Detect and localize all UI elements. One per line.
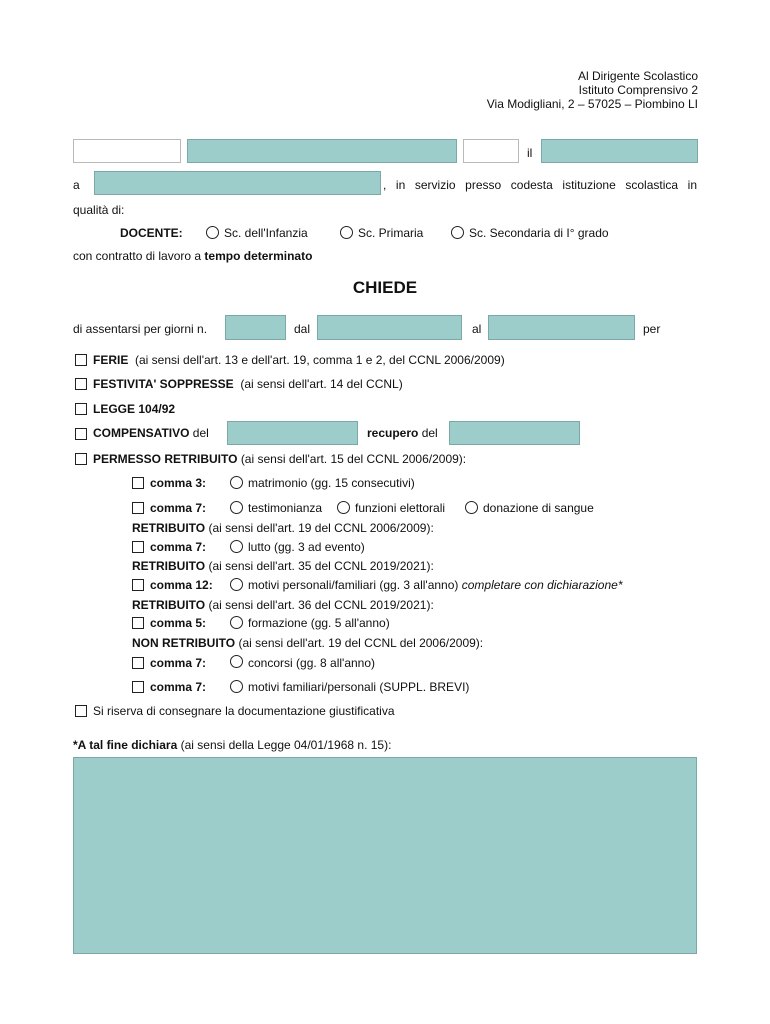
addressee-line: Al Dirigente Scolastico: [577, 69, 698, 83]
per-label: per: [643, 322, 661, 336]
primaria-label: Sc. Primaria: [358, 226, 424, 240]
non-retribuito-heading: NON RETRIBUITO (ai sensi dell'art. 19 del CCNL del 2006/2009):: [132, 636, 484, 650]
testimonianza-radio[interactable]: [230, 501, 243, 514]
comma7-label: comma 7:: [150, 656, 207, 670]
giorni-field[interactable]: [225, 315, 286, 340]
suppl-label: motivi familiari/personali (SUPPL. BREVI): [248, 680, 470, 694]
recupero-date-field[interactable]: [449, 421, 580, 445]
title-field[interactable]: [73, 139, 181, 163]
dal-field[interactable]: [317, 315, 462, 340]
donazione-radio[interactable]: [465, 501, 478, 514]
comma12-label: comma 12:: [150, 578, 213, 592]
comma5-checkbox[interactable]: [132, 617, 144, 629]
comma7-label: comma 7:: [150, 501, 207, 515]
matrimonio-radio[interactable]: [230, 476, 243, 489]
funzioni-radio[interactable]: [337, 501, 350, 514]
secondaria-label: Sc. Secondaria di I° grado: [469, 226, 609, 240]
legge104-label: LEGGE 104/92: [93, 402, 176, 416]
comma7-lutto-checkbox[interactable]: [132, 541, 144, 553]
contratto-text: con contratto di lavoro a tempo determinato: [73, 249, 313, 263]
dichiara-label: *A tal fine dichiara (ai sensi della Legge 04/01/1968 n. 15):: [73, 738, 392, 752]
comma3-checkbox[interactable]: [132, 477, 144, 489]
birthplace-field[interactable]: [94, 171, 381, 195]
comma7-testimonianza-checkbox[interactable]: [132, 502, 144, 514]
dal-label: dal: [294, 322, 311, 336]
name-field[interactable]: [187, 139, 457, 163]
servizio-text: , in servizio presso codesta istituzione scolastica in: [383, 178, 697, 192]
comma7-label: comma 7:: [150, 680, 207, 694]
motivi-radio[interactable]: [230, 578, 243, 591]
lutto-radio[interactable]: [230, 540, 243, 553]
retribuito-heading: RETRIBUITO (ai sensi dell'art. 35 del CCNL 2019/2021):: [132, 559, 434, 573]
funzioni-label: funzioni elettorali: [355, 501, 446, 515]
legge104-checkbox[interactable]: [75, 403, 87, 415]
dichiarazione-textarea[interactable]: [73, 757, 697, 954]
lutto-label: lutto (gg. 3 ad evento): [248, 540, 365, 554]
comma7-suppl-checkbox[interactable]: [132, 681, 144, 693]
compensativo-checkbox[interactable]: [75, 428, 87, 440]
compensativo-label: COMPENSATIVO del: [93, 426, 209, 440]
primaria-radio[interactable]: [340, 226, 353, 239]
festivita-checkbox[interactable]: [75, 378, 87, 390]
giorni-label: di assentarsi per giorni n.: [73, 322, 208, 336]
chiede-heading: CHIEDE: [352, 278, 418, 297]
retribuito-heading: RETRIBUITO (ai sensi dell'art. 19 del CCNL 2006/2009):: [132, 521, 434, 535]
suppl-radio[interactable]: [230, 680, 243, 693]
formazione-radio[interactable]: [230, 616, 243, 629]
concorsi-radio[interactable]: [230, 655, 243, 668]
formazione-label: formazione (gg. 5 all'anno): [248, 616, 390, 630]
concorsi-label: concorsi (gg. 8 all'anno): [248, 656, 376, 670]
comma12-checkbox[interactable]: [132, 579, 144, 591]
addressee-line: Istituto Comprensivo 2: [578, 83, 698, 97]
qualita-label: qualità di:: [73, 203, 125, 217]
il-label: il: [527, 146, 533, 160]
donazione-label: donazione di sangue: [483, 501, 594, 515]
matrimonio-label: matrimonio (gg. 15 consecutivi): [248, 476, 415, 490]
birth-field[interactable]: [463, 139, 519, 163]
ferie-label: FERIE (ai sensi dell'art. 13 e dell'art. 19, comma 1 e 2, del CCNL 2006/2009): [93, 353, 505, 367]
al-field[interactable]: [488, 315, 635, 340]
birthdate-field[interactable]: [541, 139, 698, 163]
retribuito-heading: RETRIBUITO (ai sensi dell'art. 36 del CCNL 2019/2021):: [132, 598, 434, 612]
recupero-label: recupero del: [367, 426, 438, 440]
ferie-checkbox[interactable]: [75, 354, 87, 366]
motivi-label: motivi personali/familiari (gg. 3 all'anno) completare con dichiarazione*: [248, 578, 623, 592]
comma7-concorsi-checkbox[interactable]: [132, 657, 144, 669]
permesso-label: PERMESSO RETRIBUITO (ai sensi dell'art. 15 del CCNL 2006/2009):: [93, 452, 467, 466]
testimonianza-label: testimonianza: [248, 501, 323, 515]
comma3-label: comma 3:: [150, 476, 207, 490]
infanzia-radio[interactable]: [206, 226, 219, 239]
docente-label: DOCENTE:: [120, 226, 183, 240]
infanzia-label: Sc. dell'Infanzia: [224, 226, 308, 240]
addressee-line: Via Modigliani, 2 – 57025 – Piombino LI: [486, 97, 698, 111]
festivita-label: FESTIVITA' SOPPRESSE (ai sensi dell'art. 14 del CCNL): [93, 377, 403, 391]
riserva-label: Si riserva di consegnare la documentazione giustificativa: [93, 704, 395, 718]
addressee-block: [487, 69, 698, 111]
comma7-label: comma 7:: [150, 540, 207, 554]
a-label: a: [73, 178, 80, 192]
compensativo-date-field[interactable]: [227, 421, 358, 445]
comma5-label: comma 5:: [150, 616, 207, 630]
secondaria-radio[interactable]: [451, 226, 464, 239]
permesso-checkbox[interactable]: [75, 453, 87, 465]
al-label: al: [472, 322, 482, 336]
riserva-checkbox[interactable]: [75, 705, 87, 717]
